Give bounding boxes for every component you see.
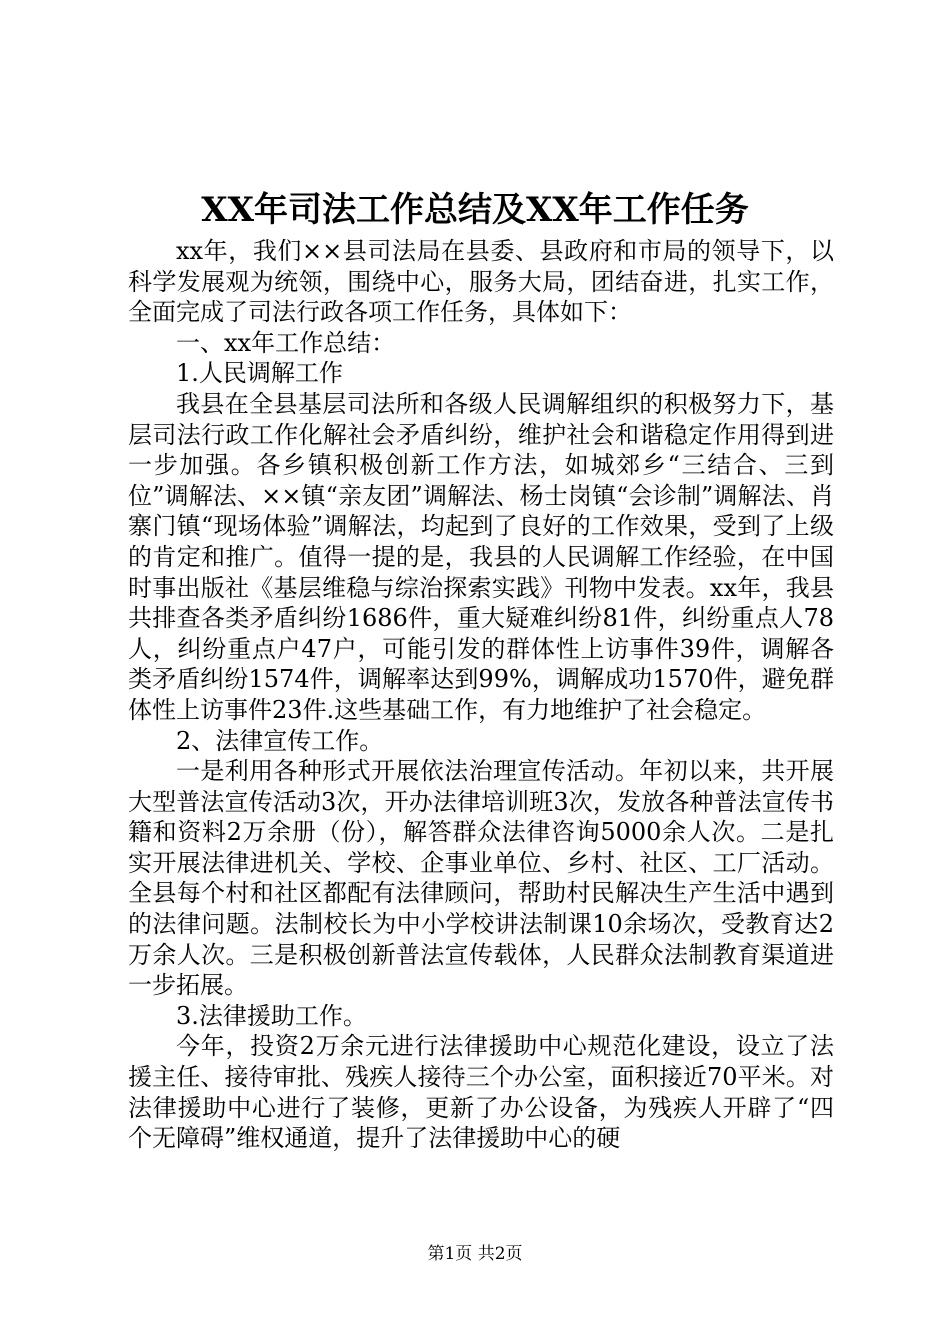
document-body: [128, 236, 834, 1154]
legal-aid-paragraph: 今年，投资2万余元进行法律援助中心规范化建设，设立了法援主任、接待审批、残疾人接待三个办公室，面积接近70平米。对法律援助中心进行了装修，更新了办公设备，为残疾人开辟了“四个无障碍”维权通道，提升了法律援助中心的硬: [128, 1032, 834, 1153]
page-number-footer: 第1页 共2页: [427, 1244, 523, 1264]
subsection-heading-mediation: 1.人民调解工作: [176, 359, 343, 388]
document-title: XX年司法工作总结及XX年工作任务: [201, 190, 749, 230]
subsection-heading-legal-aid: 3.法律援助工作。: [176, 1001, 367, 1030]
section-heading-summary: 一、xx年工作总结：: [176, 328, 396, 357]
intro-paragraph: xx年，我们××县司法局在县委、县政府和市局的领导下，以科学发展观为统领，围绕中心，服务大局，团结奋进，扎实工作，全面完成了司法行政各项工作任务，具体如下：: [128, 237, 834, 327]
mediation-paragraph: 我县在全县基层司法所和各级人民调解组织的积极努力下，基层司法行政工作化解社会矛盾纠纷，维护社会和谐稳定作用得到进一步加强。各乡镇积极创新工作方法，如城郊乡“三结合、三到位”调解法、××镇“亲友团”调解法、杨士岗镇“会诊制”调解法、肖寨门镇“现场体验”调解法，均起到了良好的工作效果，受到了上级的肯定和推广。值得一提的是，我县的人民调解工作经验，在中国时事出版社《基层维稳与综治探索实践》刊物中发表。xx年，我县共排查各类矛盾纠纷1686件，重大疑难纠纷81件，纠纷重点人78人，纠纷重点户47户，可能引发的群体性上访事件39件，调解各类矛盾纠纷1574件，调解率达到99%，调解成功1570件，避免群体性上访事件23件.这些基础工作，有力地维护了社会稳定。: [128, 389, 834, 724]
subsection-heading-legal-publicity: 2、法律宣传工作。: [176, 726, 384, 755]
legal-publicity-paragraph: 一是利用各种形式开展依法治理宣传活动。年初以来，共开展大型普法宣传活动3次，开办法律培训班3次，发放各种普法宣传书籍和资料2万余册（份），解答群众法律咨询5000余人次。二是扎实开展法律进机关、学校、企事业单位、乡村、社区、工厂活动。全县每个村和社区都配有法律顾问，帮助村民解决生产生活中遇到的法律问题。法制校长为中小学校讲法制课10余场次，受教育达2万余人次。三是积极创新普法宣传载体，人民群众法制教育渠道进一步拓展。: [128, 757, 834, 1000]
